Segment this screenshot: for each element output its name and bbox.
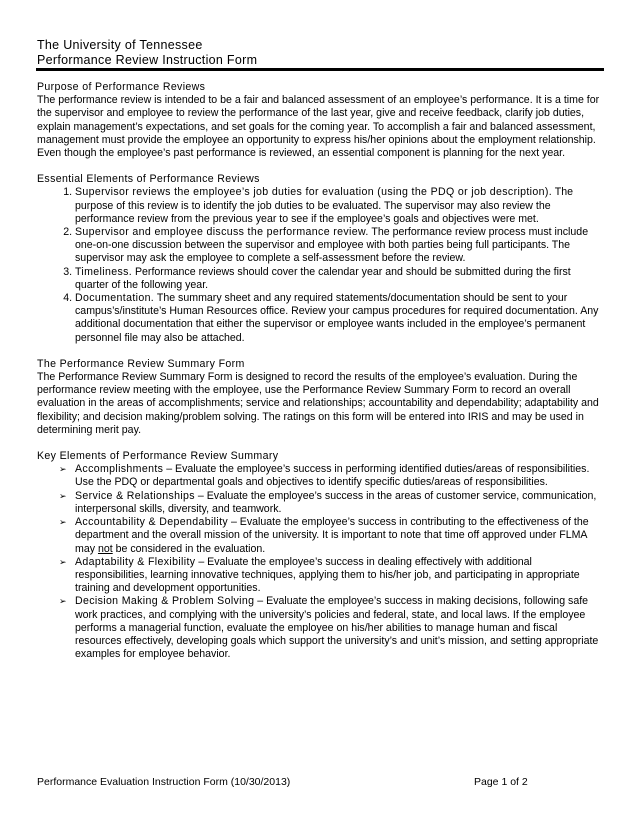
key-elements-list: [37, 463, 603, 661]
list-item: [59, 489, 603, 516]
list-item: [59, 555, 603, 596]
item-lead: Timeliness.: [75, 265, 133, 278]
summary-form-section: [37, 358, 603, 437]
item-lead: Service & Relationships: [75, 489, 195, 502]
item-lead: Decision Making & Problem Solving: [75, 595, 255, 608]
page-number: Page 1 of 2: [474, 776, 528, 788]
item-text: – Evaluate the employee’s success in making decisions, following safe work practices, and complying with the university’s policies and federal, state, and local laws. If the employee performs a managerial function, evaluate the employee on his/her abilities to manage human and fiscal resources effectively, developing goals which support the university’s and unit’s mission, and setting appropriate examples for employee behavior.: [75, 595, 599, 661]
item-lead: Accomplishments: [75, 463, 164, 476]
item-lead: Adaptability & Flexibility: [75, 555, 196, 568]
item-text: – Evaluate the employee’s success in performing identified duties/areas of responsibilities. Use the PDQ or departmental goals and objectives to identify specific duties/areas of responsibilities.: [75, 463, 590, 489]
key-elements-section: [37, 450, 603, 661]
list-item: [59, 595, 603, 661]
list-item: [59, 516, 603, 556]
purpose-section: [37, 81, 603, 160]
item-text: – Evaluate the employee’s success in contributing to the effectiveness of the department and the overall mission of the university. It is important to note that time off approved under FLMA may: [75, 516, 589, 555]
item-text: The performance review process must include one-on-one discussion between the supervisor and employee with both parties being full participants. The supervisor may ask the employee to complete a self-assessment before the review.: [75, 226, 589, 265]
arrow-bullet-icon: ➢: [59, 517, 67, 528]
essential-elements-heading: Essential Elements of Performance Reviews: [37, 173, 260, 186]
essential-elements-section: [37, 173, 603, 345]
list-item: [59, 463, 603, 489]
item-text: The summary sheet and any required statements/documentation should be sent to your campus’s/institute’s Human Resources office. Review your campus procedures for required documentation. Any additional documentation that either the supervisor or employee wants included in the employee’s permanent personnel file may also be attached.: [75, 292, 599, 344]
list-item: [75, 226, 603, 266]
summary-form-heading: The Performance Review Summary Form: [37, 357, 245, 370]
item-lead: Supervisor and employee discuss the performance review.: [75, 226, 369, 239]
item-lead: Documentation.: [75, 292, 155, 305]
document-body: [37, 81, 603, 674]
arrow-bullet-icon: ➢: [59, 556, 67, 567]
document-header: [37, 38, 597, 68]
arrow-bullet-icon: ➢: [59, 464, 67, 475]
university-name: The University of Tennessee: [37, 38, 203, 52]
item-text: – Evaluate the employee’s success in dealing effectively with additional responsibilities, learning innovative techniques, applying them to his/her job, and participating in appropriate training and development opportunities.: [75, 555, 580, 595]
item-text: The purpose of this review is to identify the job duties to be evaluated. The supervisor may also review the performance review from the previous year to see if the employee’s goals and objectives were met.: [75, 186, 574, 225]
footer-form-info: Performance Evaluation Instruction Form (10/30/2013): [37, 776, 291, 788]
underlined-word: not: [97, 542, 113, 555]
item-lead: Accountability & Dependability: [75, 516, 229, 529]
item-lead: Supervisor reviews the employee’s job duties for evaluation (using the PDQ or job description).: [75, 186, 553, 199]
list-item: [75, 266, 603, 292]
item-text: – Evaluate the employee’s success in the areas of customer service, communication, interpersonal skills, diversity, and teamwork.: [75, 489, 597, 515]
item-tail: be considered in the evaluation.: [112, 542, 266, 555]
purpose-paragraph: The performance review is intended to be a fair and balanced assessment of an employee’s performance. It is a time for the supervisor and employee to review the performance of the last year, give and receive feedback, clarify job duties, explain management’s expectations, and set goals for the coming year. To accomplish a fair and balanced assessment, management must provide the employee an opportunity to express his/her opinions about the employment relationship. Even though the employee’s past performance is reviewed, an essential component is planning for the next year.: [37, 94, 600, 160]
purpose-heading: Purpose of Performance Reviews: [37, 81, 206, 93]
key-elements-heading: Key Elements of Performance Review Summary: [37, 450, 279, 463]
item-text: Performance reviews should cover the calendar year and should be submitted during the first quarter of the following year.: [75, 265, 571, 291]
list-item: [75, 186, 603, 226]
form-title: Performance Review Instruction Form: [37, 53, 258, 67]
header-divider: [36, 68, 604, 71]
essential-elements-list: [37, 186, 603, 344]
arrow-bullet-icon: ➢: [59, 596, 67, 607]
summary-form-paragraph: The Performance Review Summary Form is designed to record the results of the employee’s evaluation. During the performance review meeting with the employee, use the Performance Review Summary Form to record an overall evaluation in the areas of accomplishments; service and relationships; accountability and dependability; adaptability and flexibility; and decision making/problem solving. The ratings on this form will be entered into IRIS and may be used in determining merit pay.: [37, 371, 599, 436]
arrow-bullet-icon: ➢: [59, 490, 67, 501]
list-item: [75, 292, 603, 345]
